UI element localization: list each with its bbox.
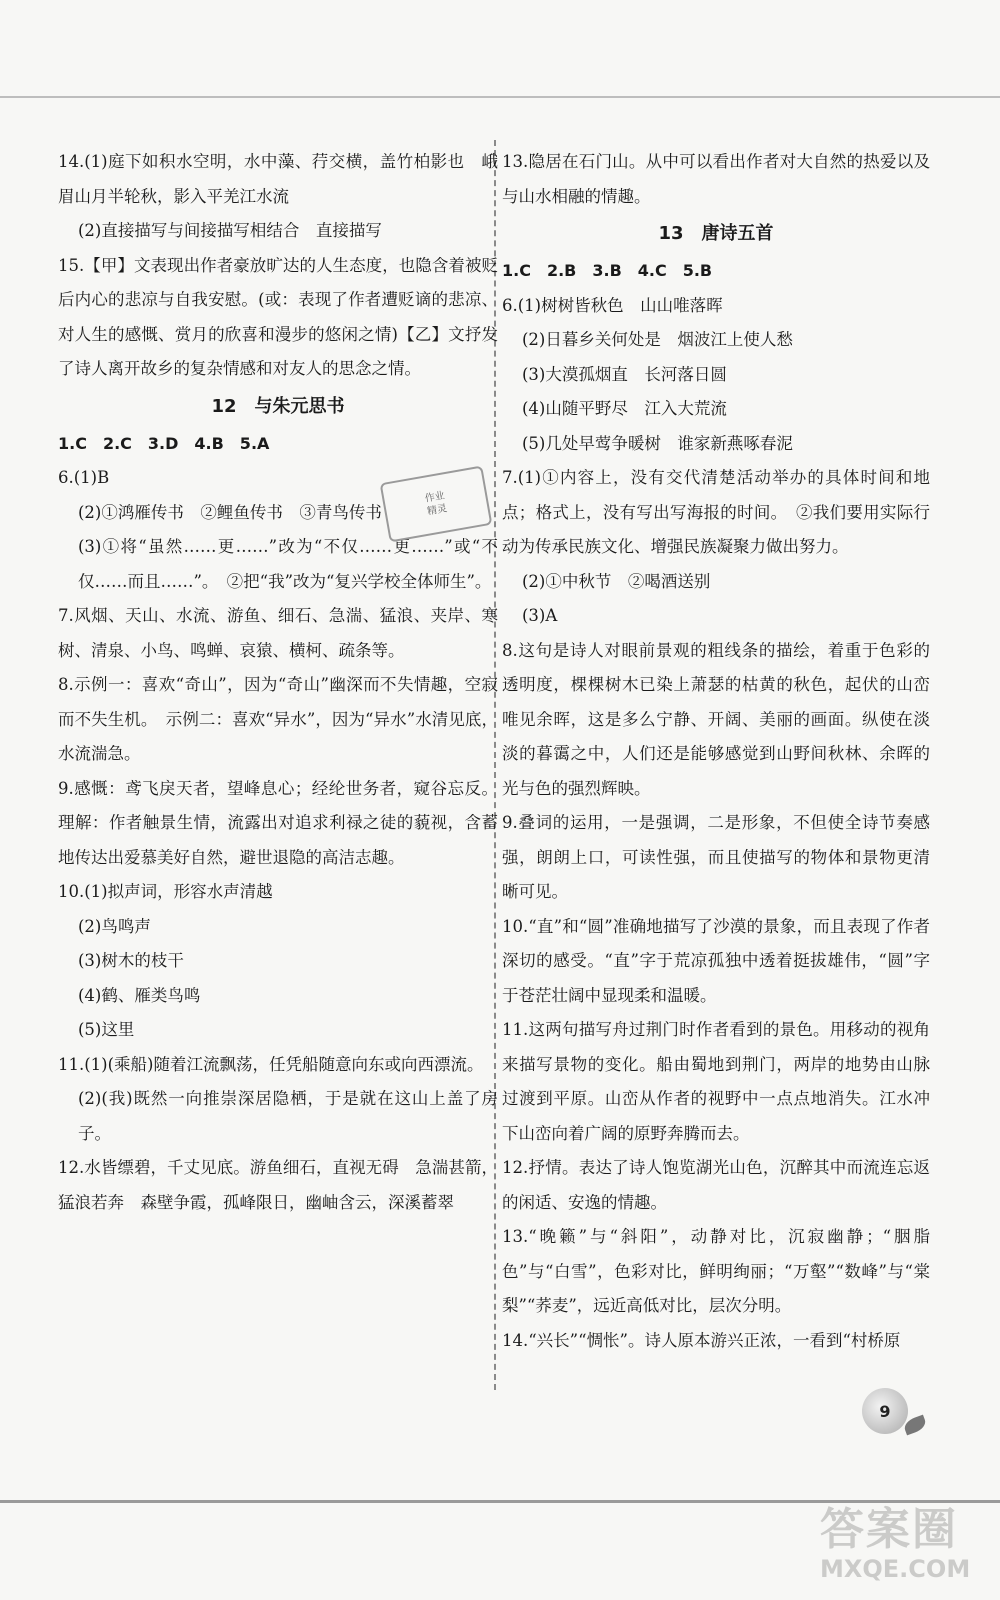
section-title-12: 12 与朱元思书: [211, 395, 345, 417]
answer-14-2: (2)直接描写与间接描写相结合 直接描写: [78, 221, 382, 240]
answer-9: 9.感慨：鸢飞戾天者，望峰息心；经纶世务者，窥谷忘反。理解：作者触景生情，流露出对追求利禄之徒的藐视，含蓄地传达出爱慕美好自然，避世退隐的高洁志趣。: [58, 778, 498, 867]
answer-10-2: (2)鸟鸣声: [78, 916, 151, 936]
page-number: 9: [862, 1388, 908, 1434]
answer-14-1: 14.(1)庭下如积水空明，水中藻、荇交横，盖竹柏影也 峨眉山月半轮秋，影入平羌江水流: [58, 152, 498, 206]
answer-12-r: 12.抒情。表达了诗人饱览湖光山色，沉醉其中而流连忘返的闲适、安逸的情趣。: [502, 1158, 930, 1212]
bottom-rule: [0, 1500, 1000, 1503]
answer-10-1: 10.(1)拟声词，形容水声清越: [58, 882, 273, 901]
top-rule: [0, 96, 1000, 98]
answer-13-prev: 13.隐居在石门山。从中可以看出作者对大自然的热爱以及与山水相融的情趣。: [502, 152, 930, 206]
answer-6-4-r: (4)山随平野尽 江入大荒流: [522, 399, 727, 418]
watermark-url: MXQE.COM: [820, 1555, 971, 1583]
watermark-chars: 答案圈: [820, 1504, 958, 1555]
answer-11-r: 11.这两句描写舟过荆门时作者看到的景色。用移动的视角来描写景物的变化。船由蜀地到荆门，两岸的地势由山脉过渡到平原。山峦从作者的视野中一点点地消失。江水冲下山峦向着广阔的原野奔腾而去。: [502, 1020, 930, 1143]
answer-6-3-r: (3)大漠孤烟直 长河落日圆: [522, 364, 727, 384]
watermark-logo: [820, 1505, 990, 1585]
answer-9-r: 9.叠词的运用，一是强调，二是形象，不但使全诗节奏感强，朗朗上口，可读性强，而且使描写的物体和景物更清晰可见。: [502, 813, 930, 901]
answer-8: 8.示例一：喜欢“奇山”，因为“奇山”幽深而不失情趣，空寂而不失生机。 示例二：喜欢“异水”，因为“异水”水清见底，水流湍急。: [58, 675, 498, 763]
multiple-choice-answers: 1.C 2.C 3.D 4.B 5.A: [58, 433, 270, 453]
answer-10-r: 10.“直”和“圆”准确地描写了沙漠的景象，而且表现了作者深切的感受。“直”字于荒凉孤独中透着挺拔雄伟，“圆”字于苍茫壮阔中显现柔和温暖。: [502, 916, 930, 1005]
answer-6-1-r: 6.(1)树树皆秋色 山山唯落晖: [502, 295, 723, 315]
answer-6-1: 6.(1)B: [58, 468, 110, 487]
answer-10-5: (5)这里: [78, 1020, 135, 1039]
stamp-line-2: 精灵: [426, 503, 448, 518]
answer-6-2: (2)①鸿雁传书 ②鲤鱼传书 ③青鸟传书: [78, 502, 382, 522]
multiple-choice-answers-13: 1.C 2.B 3.B 4.C 5.B: [502, 261, 713, 280]
answer-7-2-r: (2)①中秋节 ②喝酒送别: [522, 571, 711, 591]
answer-14-r: 14.“兴长”“惆怅”。诗人原本游兴正浓，一看到“村桥原: [502, 1330, 901, 1350]
answer-12: 12.水皆缥碧，千丈见底。游鱼细石，直视无碍 急湍甚箭，猛浪若奔 森壁争霞，孤峰限日，幽岫含云，深溪蓄翠: [58, 1158, 498, 1212]
left-column: [58, 145, 498, 1220]
answer-11-1: 11.(1)(乘船)随着江流飘荡，任凭船随意向东或向西漂流。: [58, 1054, 484, 1074]
answer-15: 15.【甲】文表现出作者豪放旷达的人生态度，也隐含着被贬后内心的悲凉与自我安慰。(或：表现了作者遭贬谪的悲凉、对人生的感慨、赏月的欣喜和漫步的悠闲之情)【乙】文抒发了诗人离开故乡的复杂情感和对友人的思念之情。: [58, 255, 498, 378]
answer-6-3: (3)①将“虽然……更……”改为“不仅……更……”或“不仅……而且……”。 ②把“我”改为“复兴学校全体师生”。: [78, 537, 498, 591]
stamp-line-1: 作业: [424, 490, 446, 505]
answer-7: 7.风烟、天山、水流、游鱼、细石、急湍、猛浪、夹岸、寒树、清泉、小鸟、鸣蝉、哀猿、横柯、疏条等。: [58, 606, 498, 660]
answer-7-1-r: 7.(1)①内容上，没有交代清楚活动举办的具体时间和地点；格式上，没有写出写海报的时间。 ②我们要用实际行动为传承民族文化、增强民族凝聚力做出努力。: [502, 468, 930, 556]
answer-11-2: (2)(我)既然一向推崇深居隐栖，于是就在这山上盖了房子。: [78, 1089, 498, 1143]
right-column: [502, 145, 930, 1358]
answer-7-3-r: (3)A: [522, 606, 558, 625]
answer-6-5-r: (5)几处早莺争暖树 谁家新燕啄春泥: [522, 433, 793, 453]
answer-6-2-r: (2)日暮乡关何处是 烟波江上使人愁: [522, 330, 793, 349]
section-title-13: 13 唐诗五首: [658, 223, 774, 244]
answer-10-4: (4)鹤、雁类鸟鸣: [78, 985, 201, 1005]
answer-10-3: (3)树木的枝干: [78, 951, 184, 970]
answer-8-r: 8.这句是诗人对眼前景观的粗线条的描绘，着重于色彩的透明度，棵棵树木已染上萧瑟的枯黄的秋色，起伏的山峦唯见余晖，这是多么宁静、开阔、美丽的画面。纵使在淡淡的暮霭之中，人们还是能够感觉到山野间秋林、余晖的光与色的强烈辉映。: [502, 640, 930, 798]
answer-13-r: 13.“晚籁”与“斜阳”，动静对比，沉寂幽静；“胭脂色”与“白雪”，色彩对比，鲜明绚丽；“万壑”“数峰”与“棠梨”“荞麦”，远近高低对比，层次分明。: [502, 1227, 930, 1315]
